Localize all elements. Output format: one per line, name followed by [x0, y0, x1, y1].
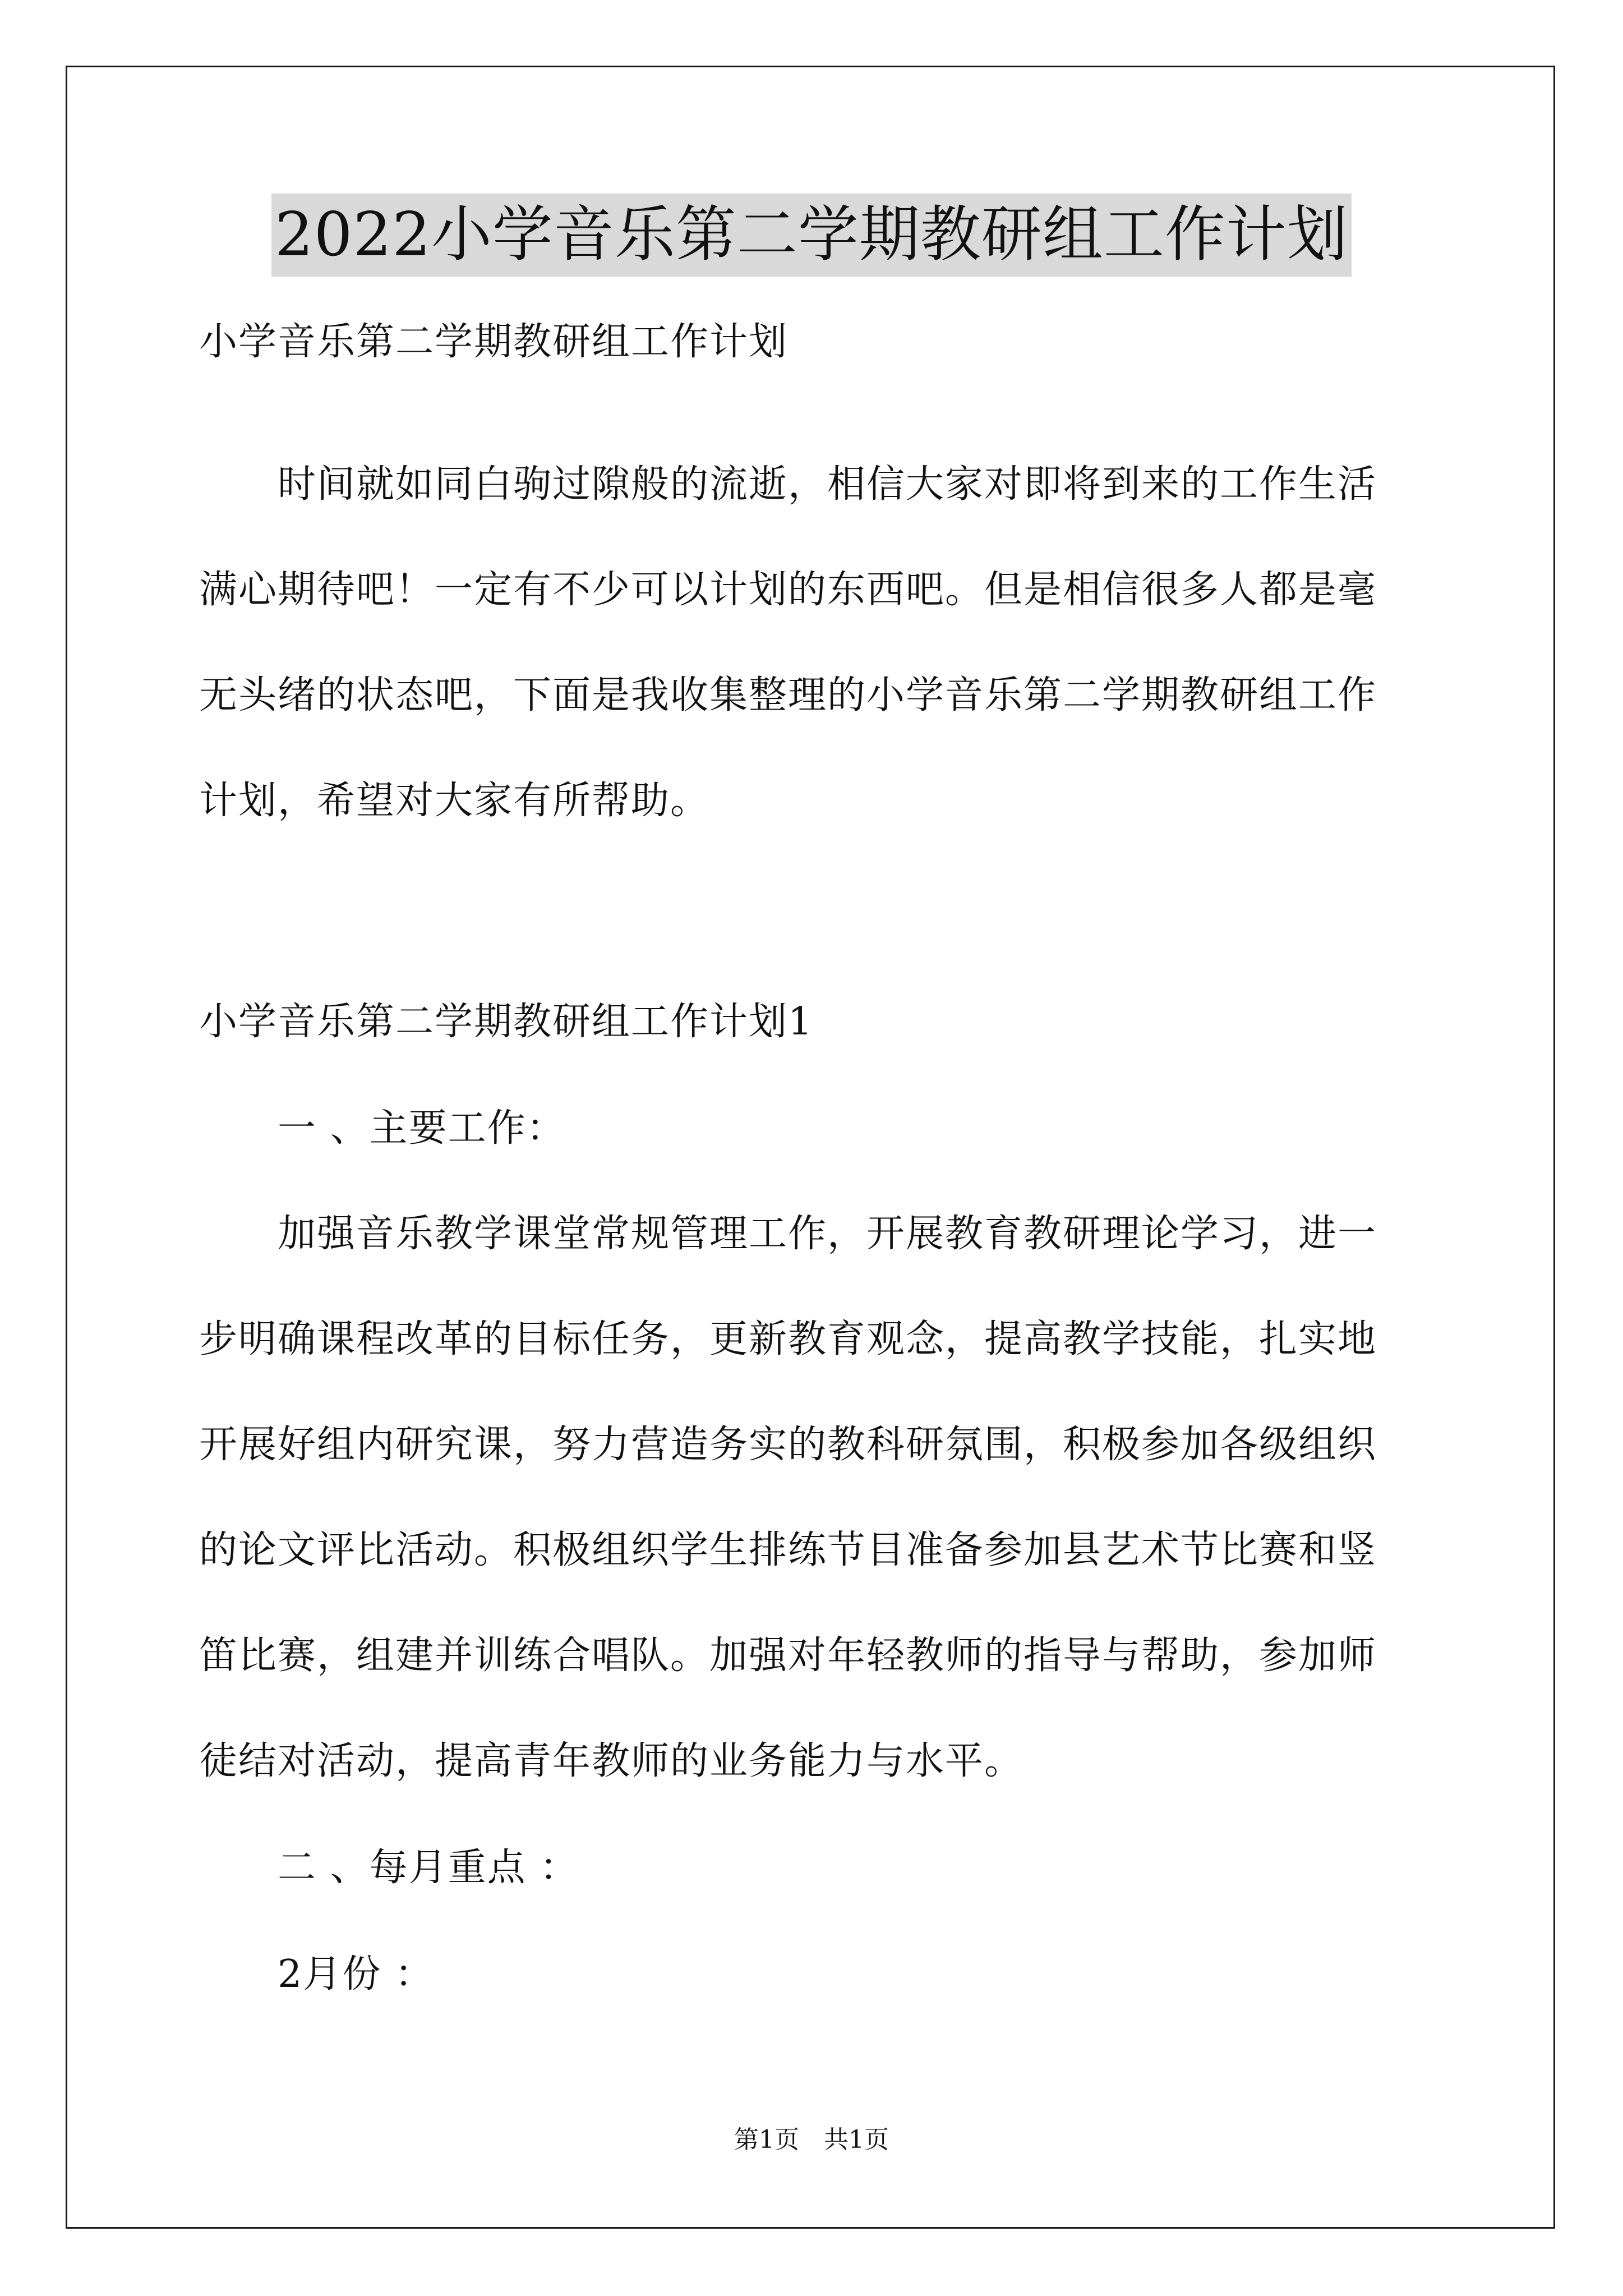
- intro-line: 无头绪的状态吧，下面是我收集整理的小学音乐第二学期教研组工作: [199, 673, 1377, 717]
- body-line: 笛比赛，组建并训练合唱队。加强对年轻教师的指导与帮助，参加师: [199, 1634, 1377, 1678]
- document-subtitle: 小学音乐第二学期教研组工作计划: [199, 320, 789, 364]
- body-line: 的论文评比活动。积极组织学生排练节目准备参加县艺术节比赛和竖: [199, 1528, 1377, 1572]
- heading-monthly-focus: 二 、每月重点 ：: [278, 1846, 579, 1890]
- intro-line: 满心期待吧！一定有不少可以计划的东西吧。但是相信很多人都是毫: [199, 568, 1377, 612]
- body-line: 加强音乐教学课堂常规管理工作，开展教育教研理论学习，进一: [278, 1212, 1377, 1256]
- page-footer: 第1页 共1页: [734, 2125, 889, 2154]
- body-line: 开展好组内研究课，努力营造务实的教科研氛围，积极参加各级组织: [199, 1423, 1377, 1467]
- title-block: [0, 194, 1623, 277]
- month-label: 2月份 ：: [278, 1952, 434, 1996]
- section-heading: 小学音乐第二学期教研组工作计划1: [199, 1000, 814, 1044]
- intro-line: 计划，希望对大家有所帮助。: [199, 779, 710, 823]
- body-line: 徒结对活动，提高青年教师的业务能力与水平。: [199, 1739, 1024, 1783]
- heading-main-work: 一 、主要工作：: [278, 1106, 566, 1151]
- body-line: 步明确课程改革的目标任务，更新教育观念，提高教学技能，扎实地: [199, 1317, 1377, 1361]
- document-title: 2022小学音乐第二学期教研组工作计划: [271, 194, 1352, 277]
- intro-line: 时间就如同白驹过隙般的流逝，相信大家对即将到来的工作生活: [278, 462, 1377, 507]
